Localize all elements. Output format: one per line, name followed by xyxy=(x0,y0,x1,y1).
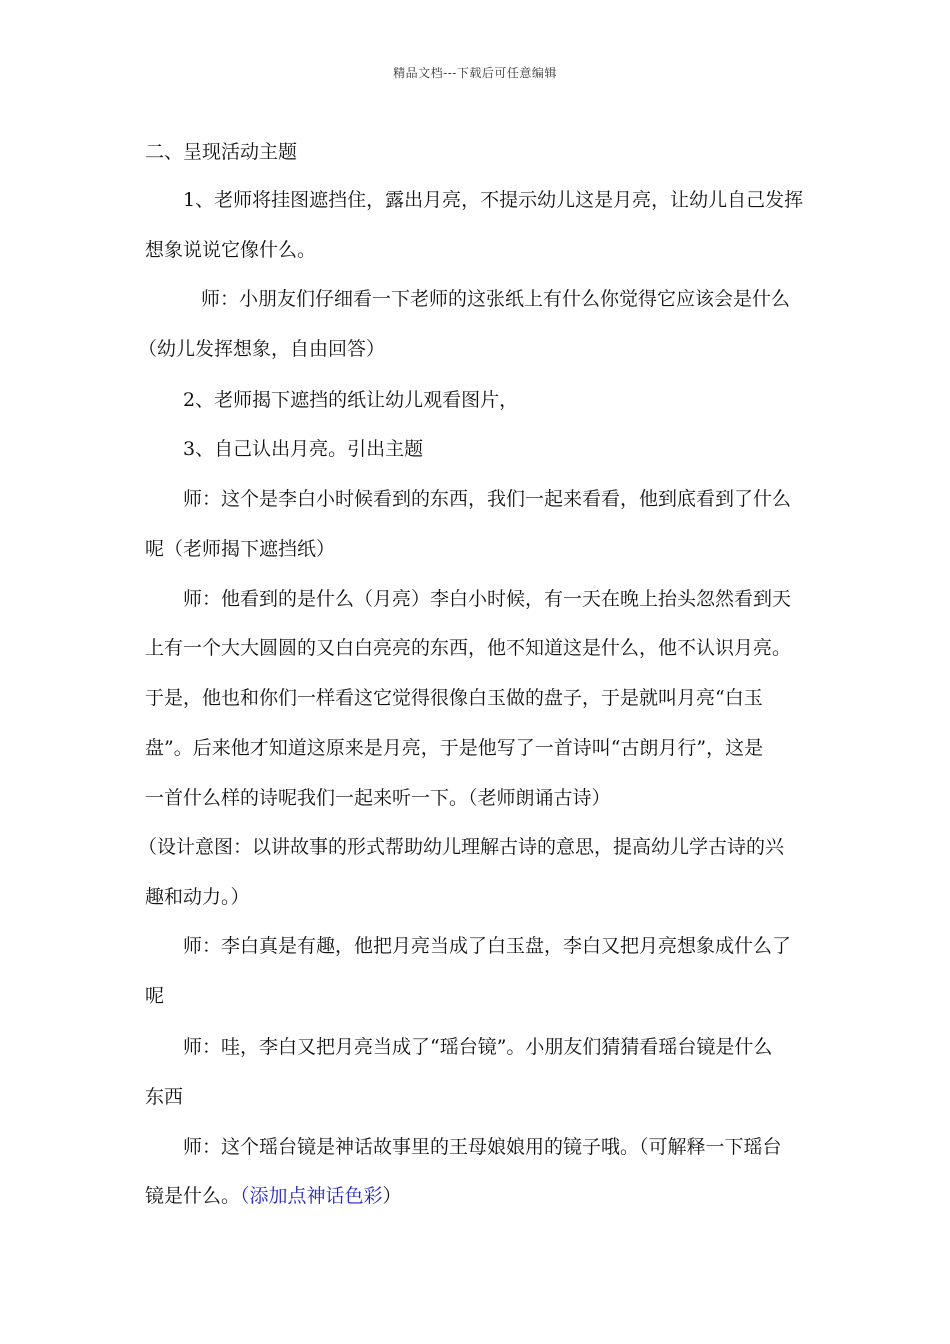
paragraph-line: 于是，他也和你们一样看这它觉得很像白玉做的盘子，于是就叫月亮“白玉 xyxy=(145,687,763,709)
paragraph-line: （设计意图：以讲故事的形式帮助幼儿理解古诗的意思，提高幼儿学古诗的兴 xyxy=(138,836,785,858)
paragraph-line: 师：这个瑶台镜是神话故事里的王母娘娘用的镜子哦。（可解释一下瑶台 xyxy=(183,1136,782,1158)
page-header: 精品文档---下载后可任意编辑 xyxy=(393,66,557,80)
paragraph-line: 师：李白真是有趣，他把月亮当成了白玉盘，李白又把月亮想象成什么了 xyxy=(183,935,792,957)
closing-paren: ） xyxy=(382,1185,402,1207)
paragraph-line: 师：他看到的是什么（月亮）李白小时候，有一天在晚上抬头忽然看到天 xyxy=(183,588,792,610)
paragraph-line: 1、老师将挂图遮挡住，露出月亮，不提示幼儿这是月亮，让幼儿自己发挥 xyxy=(183,189,804,211)
paragraph-line: 一首什么样的诗呢我们一起来听一下。（老师朗诵古诗） xyxy=(145,787,611,809)
paragraph-line xyxy=(145,1184,402,1208)
paragraph-line: 呢 xyxy=(145,985,165,1007)
paragraph-line: 上有一个大大圆圆的又白白亮亮的东西，他不知道这是什么，他不认识月亮。 xyxy=(145,637,792,659)
paragraph-line: 呢（老师揭下遮挡纸） xyxy=(145,538,336,560)
section-heading: 二、呈现活动主题 xyxy=(145,141,298,163)
paragraph-line: 2、老师揭下遮挡的纸让幼儿观看图片， xyxy=(183,389,519,411)
paragraph-line: 师：这个是李白小时候看到的东西，我们一起来看看，他到底看到了什么 xyxy=(183,488,792,510)
paragraph-line: 想象说说它像什么。 xyxy=(145,239,317,261)
paragraph-line: 师：小朋友们仔细看一下老师的这张纸上有什么你觉得它应该会是什么 xyxy=(201,288,791,310)
paragraph-line: 东西 xyxy=(145,1086,184,1108)
paragraph-line: 盘”。后来他才知道这原来是月亮，于是他写了一首诗叫“古朗月行”，这是 xyxy=(145,737,764,759)
paragraph-line: （幼儿发挥想象，自由回答） xyxy=(138,338,386,360)
highlighted-note: （添加点神话色彩 xyxy=(240,1185,383,1207)
paragraph-line: 师：哇，李白又把月亮当成了“瑶台镜”。小朋友们猜猜看瑶台镜是什么 xyxy=(183,1036,773,1058)
paragraph-text: 镜是什么。 xyxy=(145,1185,241,1207)
paragraph-line: 3、自己认出月亮。引出主题 xyxy=(183,438,424,460)
paragraph-line: 趣和动力。） xyxy=(145,886,250,908)
